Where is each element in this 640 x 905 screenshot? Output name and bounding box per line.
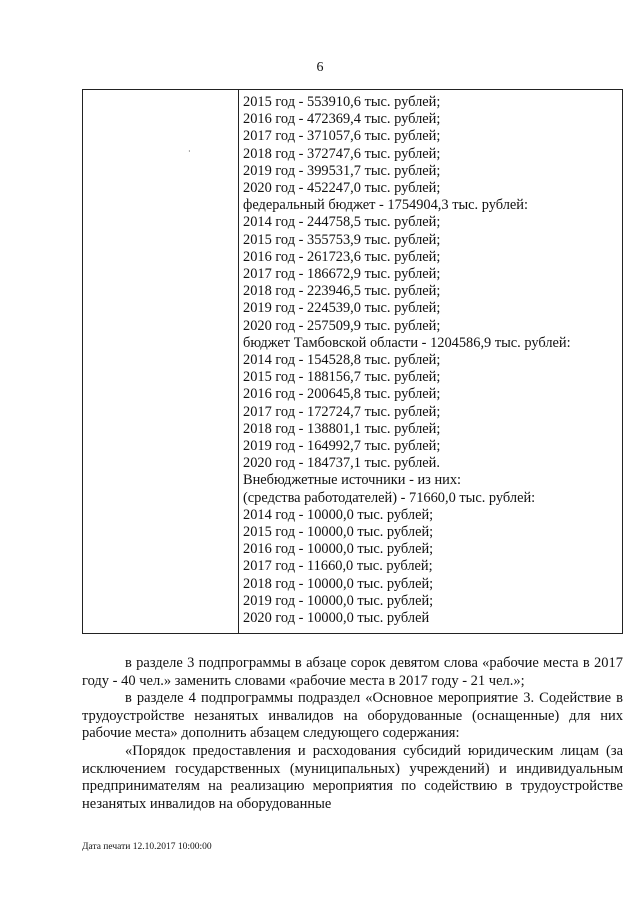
funding-line: 2019 год - 399531,7 тыс. рублей;	[243, 162, 441, 179]
print-date: Дата печати 12.10.2017 10:00:00	[82, 842, 212, 852]
funding-line: 2014 год - 154528,8 тыс. рублей;	[243, 352, 441, 369]
table-right-cell	[239, 90, 623, 634]
funding-line: 2020 год - 10000,0 тыс. рублей	[243, 610, 430, 627]
page-number: 6	[316, 60, 324, 75]
funding-line: федеральный бюджет - 1754904,3 тыс. рублей:	[243, 197, 528, 214]
stray-mark: ·	[188, 147, 191, 156]
funding-line: 2018 год - 372747,6 тыс. рублей;	[243, 145, 441, 162]
funding-line: 2019 год - 10000,0 тыс. рублей;	[243, 592, 434, 609]
funding-table	[82, 89, 623, 634]
funding-line: 2017 год - 172724,7 тыс. рублей;	[243, 403, 441, 420]
funding-line: (средства работодателей) - 71660,0 тыс. рублей:	[243, 489, 536, 506]
funding-line: 2016 год - 261723,6 тыс. рублей;	[243, 248, 441, 265]
funding-line: 2018 год - 138801,1 тыс. рублей;	[243, 420, 441, 437]
funding-line: 2015 год - 355753,9 тыс. рублей;	[243, 231, 441, 248]
funding-line: 2015 год - 553910,6 тыс. рублей;	[243, 94, 441, 110]
body-text	[82, 655, 623, 813]
funding-line: 2015 год - 10000,0 тыс. рублей;	[243, 524, 434, 541]
funding-line: 2017 год - 11660,0 тыс. рублей;	[243, 558, 433, 575]
funding-line: 2017 год - 371057,6 тыс. рублей;	[243, 128, 441, 145]
funding-line: 2019 год - 164992,7 тыс. рублей;	[243, 438, 441, 455]
funding-line: 2016 год - 200645,8 тыс. рублей;	[243, 386, 441, 403]
paragraph-section-3: в разделе 3 подпрограммы в абзаце сорок девятом слова «рабочие места в 2017 году - 40 чел.» заменить словами «рабочие места в 2017 году - 21 чел.»;	[82, 655, 623, 689]
funding-line: 2014 год - 244758,5 тыс. рублей;	[243, 214, 441, 231]
funding-line: 2015 год - 188156,7 тыс. рублей;	[243, 369, 441, 386]
funding-line: 2014 год - 10000,0 тыс. рублей;	[243, 506, 434, 523]
funding-line: 2020 год - 184737,1 тыс. рублей.	[243, 455, 440, 472]
funding-line: 2020 год - 452247,0 тыс. рублей;	[243, 180, 441, 197]
funding-line: 2018 год - 10000,0 тыс. рублей;	[243, 575, 434, 592]
table-left-cell	[83, 90, 239, 634]
funding-line: 2016 год - 10000,0 тыс. рублей;	[243, 541, 434, 558]
funding-line: 2019 год - 224539,0 тыс. рублей;	[243, 300, 441, 317]
funding-line: 2017 год - 186672,9 тыс. рублей;	[243, 266, 441, 283]
paragraph-subsidy-order: «Порядок предоставления и расходования субсидий юридическим лицам (за исключением государственных (муниципальных) учреждений) и индивидуальным предпринимателям на реализацию мероприятия по содействию в трудоустройстве незанятых инвалидов на оборудованные	[82, 742, 623, 812]
funding-line: Внебюджетные источники - из них:	[243, 472, 462, 489]
funding-line: 2020 год - 257509,9 тыс. рублей;	[243, 317, 441, 334]
funding-line: 2018 год - 223946,5 тыс. рублей;	[243, 283, 441, 300]
funding-line: бюджет Тамбовской области - 1204586,9 тыс. рублей:	[243, 334, 571, 351]
funding-line: 2016 год - 472369,4 тыс. рублей;	[243, 111, 441, 128]
paragraph-section-4: в разделе 4 подпрограммы подраздел «Основное мероприятие 3. Содействие в трудоустройстве незанятых инвалидов на оборудованные (оснащенные) для них рабочие места» дополнить абзацем следующего содержания:	[82, 690, 623, 742]
